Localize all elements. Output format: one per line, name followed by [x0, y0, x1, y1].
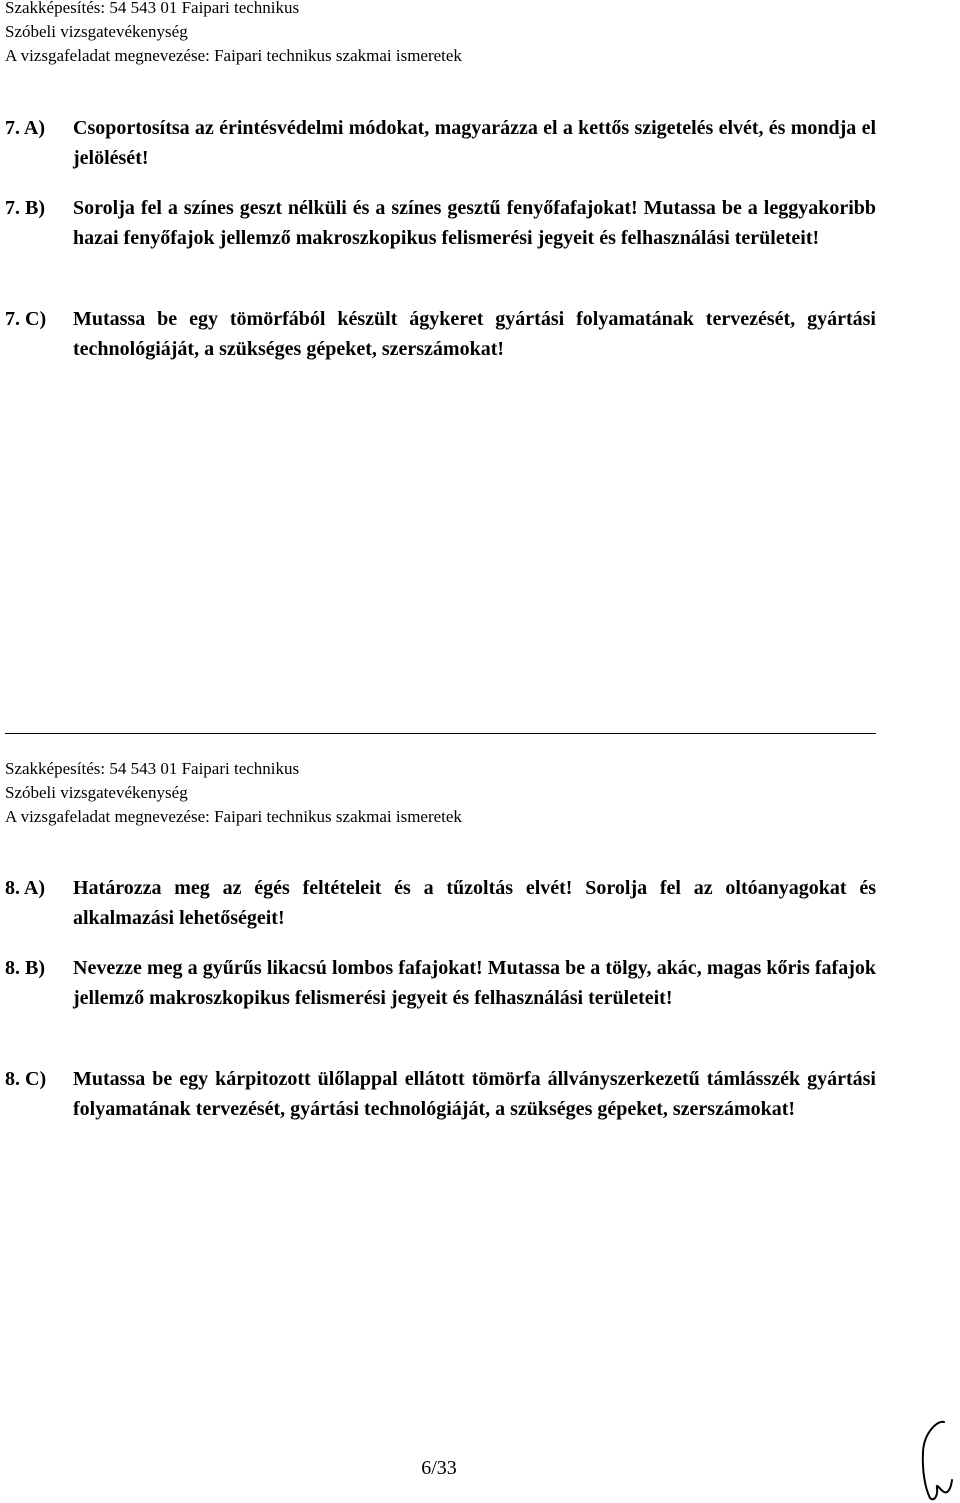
- page-header-repeat: [5, 757, 462, 829]
- question-text: Határozza meg az égés feltételeit és a tűzoltás elvét! Sorolja fel az oltóanyagokat és alkalmazási lehetőségeit!: [73, 877, 876, 929]
- question-text: Csoportosítsa az érintésvédelmi módokat, magyarázza el a kettős szigetelés elvét, és mondja el jelölését!: [73, 117, 876, 169]
- question-number: 8. A): [5, 877, 45, 899]
- header-qualification: Szakképesítés: 54 543 01 Faipari technikus: [5, 759, 300, 778]
- question-text: Sorolja fel a színes geszt nélküli és a színes gesztű fenyőfafajokat! Mutassa be a leggyakoribb hazai fenyőfajok jellemző makroszkopikus felismerési jegyeit és felhasználási területeit!: [73, 197, 876, 249]
- question-number: 7. C): [5, 308, 47, 330]
- question-8b: [5, 953, 876, 1013]
- question-7a: [5, 113, 876, 173]
- question-text: Nevezze meg a gyűrűs likacsú lombos fafajokat! Mutassa be a tölgy, akác, magas kőris fafajok jellemző makroszkopikus felismerési jegyeit és felhasználási területeit!: [73, 957, 876, 1009]
- header-exam-type: Szóbeli vizsgatevékenység: [5, 783, 188, 802]
- section-separator: [5, 733, 876, 734]
- header-task-name: A vizsgafeladat megnevezése: Faipari technikus szakmai ismeretek: [5, 807, 462, 826]
- question-7b: [5, 193, 876, 253]
- page-number: 6/33: [421, 1457, 457, 1479]
- question-number: 7. A): [5, 117, 45, 139]
- header-exam-type: Szóbeli vizsgatevékenység: [5, 22, 188, 41]
- handwritten-signature: [916, 1418, 956, 1503]
- question-number: 8. B): [5, 957, 45, 979]
- question-text: Mutassa be egy kárpitozott ülőlappal ellátott tömörfa állványszerkezetű támlásszék gyártási folyamatának tervezését, gyártási technológiáját, a szükséges gépeket, szerszámokat!: [73, 1068, 876, 1120]
- page-header: [5, 0, 462, 68]
- question-8c: [5, 1064, 876, 1124]
- question-7c: [5, 304, 876, 364]
- question-number: 8. C): [5, 1068, 47, 1090]
- question-number: 7. B): [5, 197, 45, 219]
- header-task-name: A vizsgafeladat megnevezése: Faipari technikus szakmai ismeretek: [5, 46, 462, 65]
- header-qualification: Szakképesítés: 54 543 01 Faipari technikus: [5, 0, 300, 17]
- question-8a: [5, 873, 876, 933]
- question-text: Mutassa be egy tömörfából készült ágykeret gyártási folyamatának tervezését, gyártási technológiáját, a szükséges gépeket, szerszámokat!: [73, 308, 876, 360]
